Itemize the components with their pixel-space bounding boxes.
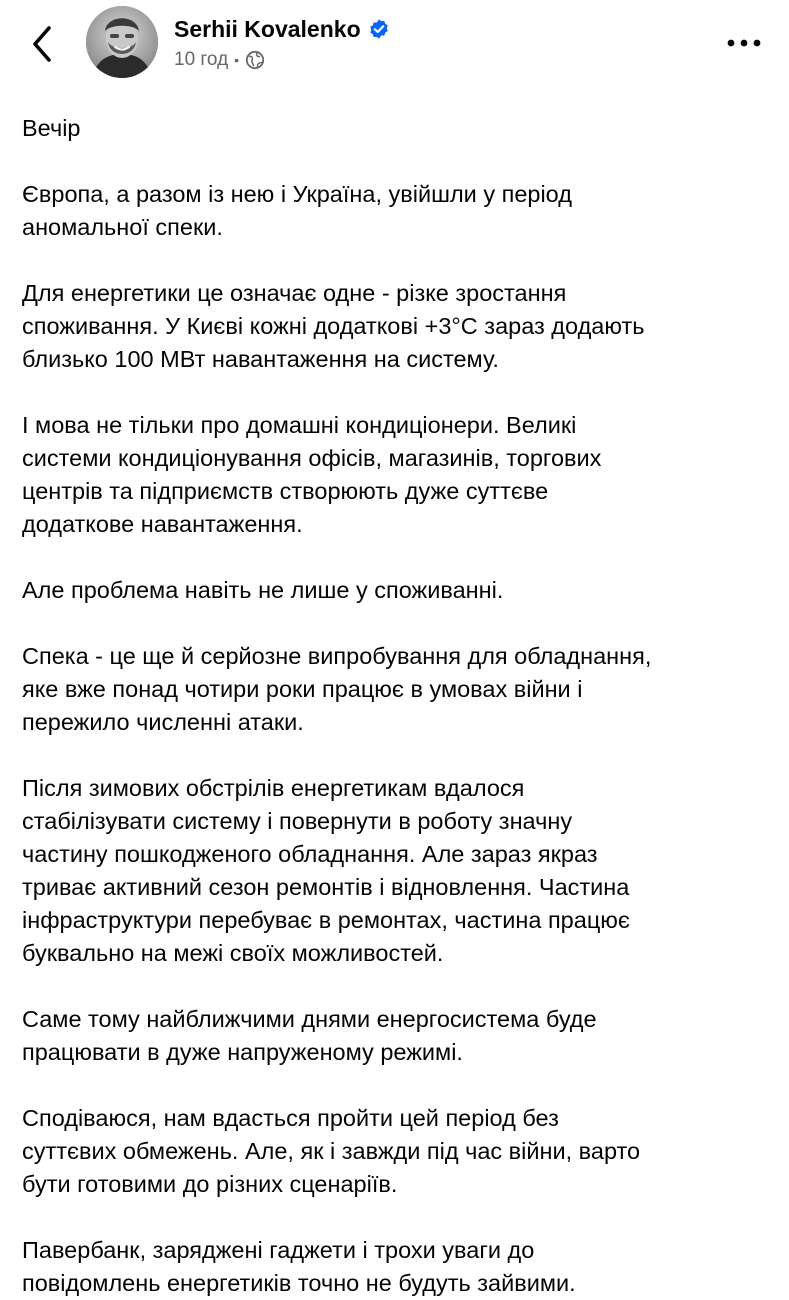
paragraph-spacer — [22, 970, 772, 1003]
meta-separator: • — [234, 52, 240, 68]
post-meta — [174, 48, 265, 72]
post-paragraph — [22, 1102, 772, 1201]
post-paragraph — [22, 574, 772, 607]
back-button[interactable] — [26, 22, 60, 66]
paragraph-spacer — [22, 1201, 772, 1234]
post-paragraph — [22, 112, 772, 145]
post-line: Сподіваюся, нам вдасться пройти цей період без — [22, 1105, 559, 1131]
post-line: працювати в дуже напруженому режимі. — [22, 1039, 463, 1065]
post-paragraph — [22, 772, 772, 970]
post-line: стабілізувати систему і повернути в роботу значну — [22, 808, 573, 834]
post-line: бути готовими до різних сценаріїв. — [22, 1171, 398, 1197]
post-time[interactable]: 10 год — [174, 49, 229, 70]
post-line: триває активний сезон ремонтів і відновлення. Частина — [22, 874, 630, 900]
post-paragraph — [22, 1234, 772, 1300]
post-paragraph — [22, 1003, 772, 1069]
chevron-left-icon — [26, 22, 60, 66]
post-line: Спека - це ще й серйозне випробування для обладнання, — [22, 643, 652, 669]
globe-icon[interactable] — [245, 50, 265, 70]
post-line: І мова не тільки про домашні кондиціонери. Великі — [22, 412, 577, 438]
post-line: частину пошкодженого обладнання. Але зараз якраз — [22, 841, 598, 867]
post-text — [22, 112, 772, 1300]
post-line: додаткове навантаження. — [22, 511, 303, 537]
post-line: інфраструктури перебуває в ремонтах, частина працює — [22, 907, 630, 933]
post-line: системи кондиціонування офісів, магазинів, торгових — [22, 445, 602, 471]
post-line: Саме тому найближчими днями енергосистема буде — [22, 1006, 597, 1032]
post-line: Для енергетики це означає одне - різке зростання — [22, 280, 567, 306]
author-name[interactable]: Serhii Kovalenko — [174, 15, 361, 42]
paragraph-spacer — [22, 244, 772, 277]
post-line: Європа, а разом із нею і Україна, увійшли у період — [22, 181, 572, 207]
post-paragraph — [22, 640, 772, 739]
post-line: споживання. У Києві кожні додаткові +3°C зараз додають — [22, 313, 645, 339]
post-line: повідомлень енергетиків точно не будуть зайвими. — [22, 1270, 576, 1296]
paragraph-spacer — [22, 376, 772, 409]
post-line: близько 100 МВт навантаження на систему. — [22, 346, 499, 372]
post-line: пережило численні атаки. — [22, 709, 304, 735]
post-line: Після зимових обстрілів енергетикам вдалося — [22, 775, 525, 801]
post-paragraph — [22, 178, 772, 244]
post-line: буквально на межі своїх можливостей. — [22, 940, 444, 966]
post-paragraph — [22, 277, 772, 376]
post-line: центрів та підприємств створюють дуже суттєве — [22, 478, 549, 504]
verified-badge-icon — [368, 18, 390, 40]
post-line: яке вже понад чотири роки працює в умовах війни і — [22, 676, 583, 702]
avatar[interactable] — [86, 6, 158, 78]
more-horizontal-icon — [722, 28, 766, 58]
paragraph-spacer — [22, 739, 772, 772]
post-line: суттєвих обмежень. Але, як і завжди під час війни, варто — [22, 1138, 641, 1164]
paragraph-spacer — [22, 1069, 772, 1102]
author-photo — [86, 6, 158, 78]
paragraph-spacer — [22, 541, 772, 574]
more-options-button[interactable] — [722, 28, 766, 58]
post-line: аномальної спеки. — [22, 214, 223, 240]
paragraph-spacer — [22, 145, 772, 178]
post-paragraph — [22, 409, 772, 541]
post-line: Але проблема навіть не лише у споживанні. — [22, 577, 504, 603]
paragraph-spacer — [22, 607, 772, 640]
post-line: Вечір — [22, 115, 81, 141]
author-row — [174, 14, 390, 44]
post-header — [0, 0, 789, 90]
post-line: Павербанк, заряджені гаджети і трохи уваги до — [22, 1237, 535, 1263]
